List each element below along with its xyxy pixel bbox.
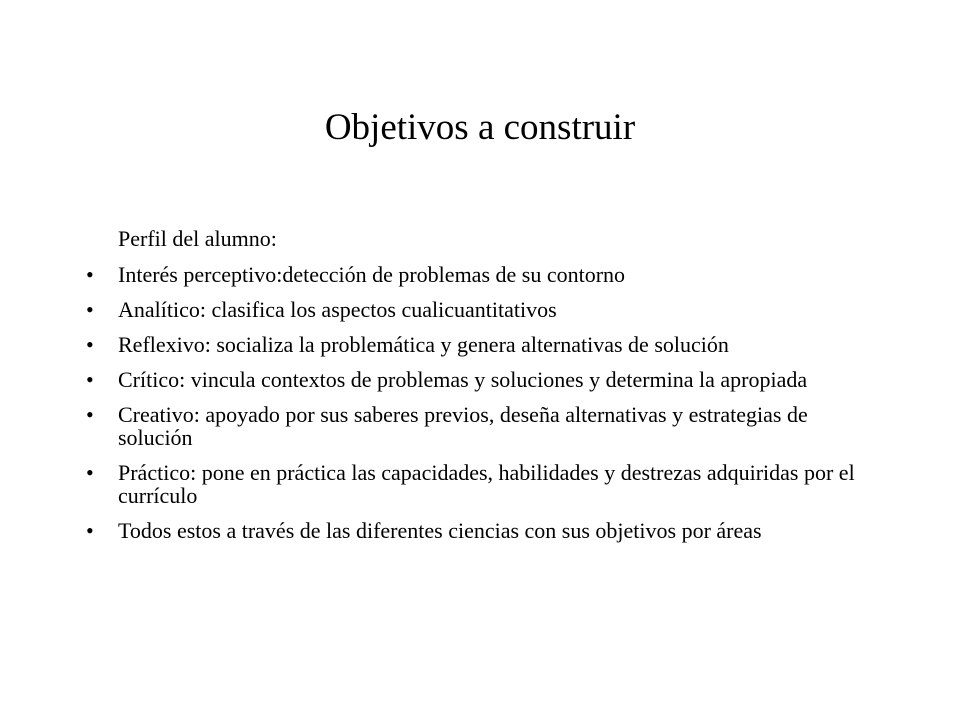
list-item-text: Interés perceptivo:detección de problemas de su contorno (118, 262, 626, 287)
slide-content (86, 226, 886, 554)
bullet-icon: • (86, 262, 94, 287)
bullet-list (86, 263, 886, 542)
list-item (86, 368, 886, 391)
list-item (86, 263, 886, 286)
list-item-text: Crítico: vincula contextos de problemas y soluciones y determina la apropiada (118, 367, 808, 392)
slide-title: Objetivos a construir (324, 107, 636, 148)
list-item (86, 519, 886, 542)
list-item (86, 333, 886, 356)
bullet-icon: • (86, 367, 94, 392)
bullet-icon: • (86, 332, 94, 357)
bullet-icon: • (86, 460, 94, 485)
list-item-text: Práctico: pone en práctica las capacidades, habilidades y destrezas adquiridas por el currículo (118, 460, 855, 508)
bullet-icon: • (86, 518, 94, 543)
subheading: Perfil del alumno: (118, 226, 277, 251)
list-item-text: Analítico: clasifica los aspectos cualicuantitativos (118, 297, 557, 322)
bullet-icon: • (86, 297, 94, 322)
list-item-text: Reflexivo: socializa la problemática y genera alternativas de solución (118, 332, 729, 357)
list-item-text: Creativo: apoyado por sus saberes previos, deseña alternativas y estrategias de solución (118, 402, 808, 450)
list-item-text: Todos estos a través de las diferentes ciencias con sus objetivos por áreas (118, 518, 762, 543)
list-item (86, 403, 886, 449)
list-item (86, 461, 886, 507)
list-item (86, 298, 886, 321)
bullet-icon: • (86, 402, 94, 427)
